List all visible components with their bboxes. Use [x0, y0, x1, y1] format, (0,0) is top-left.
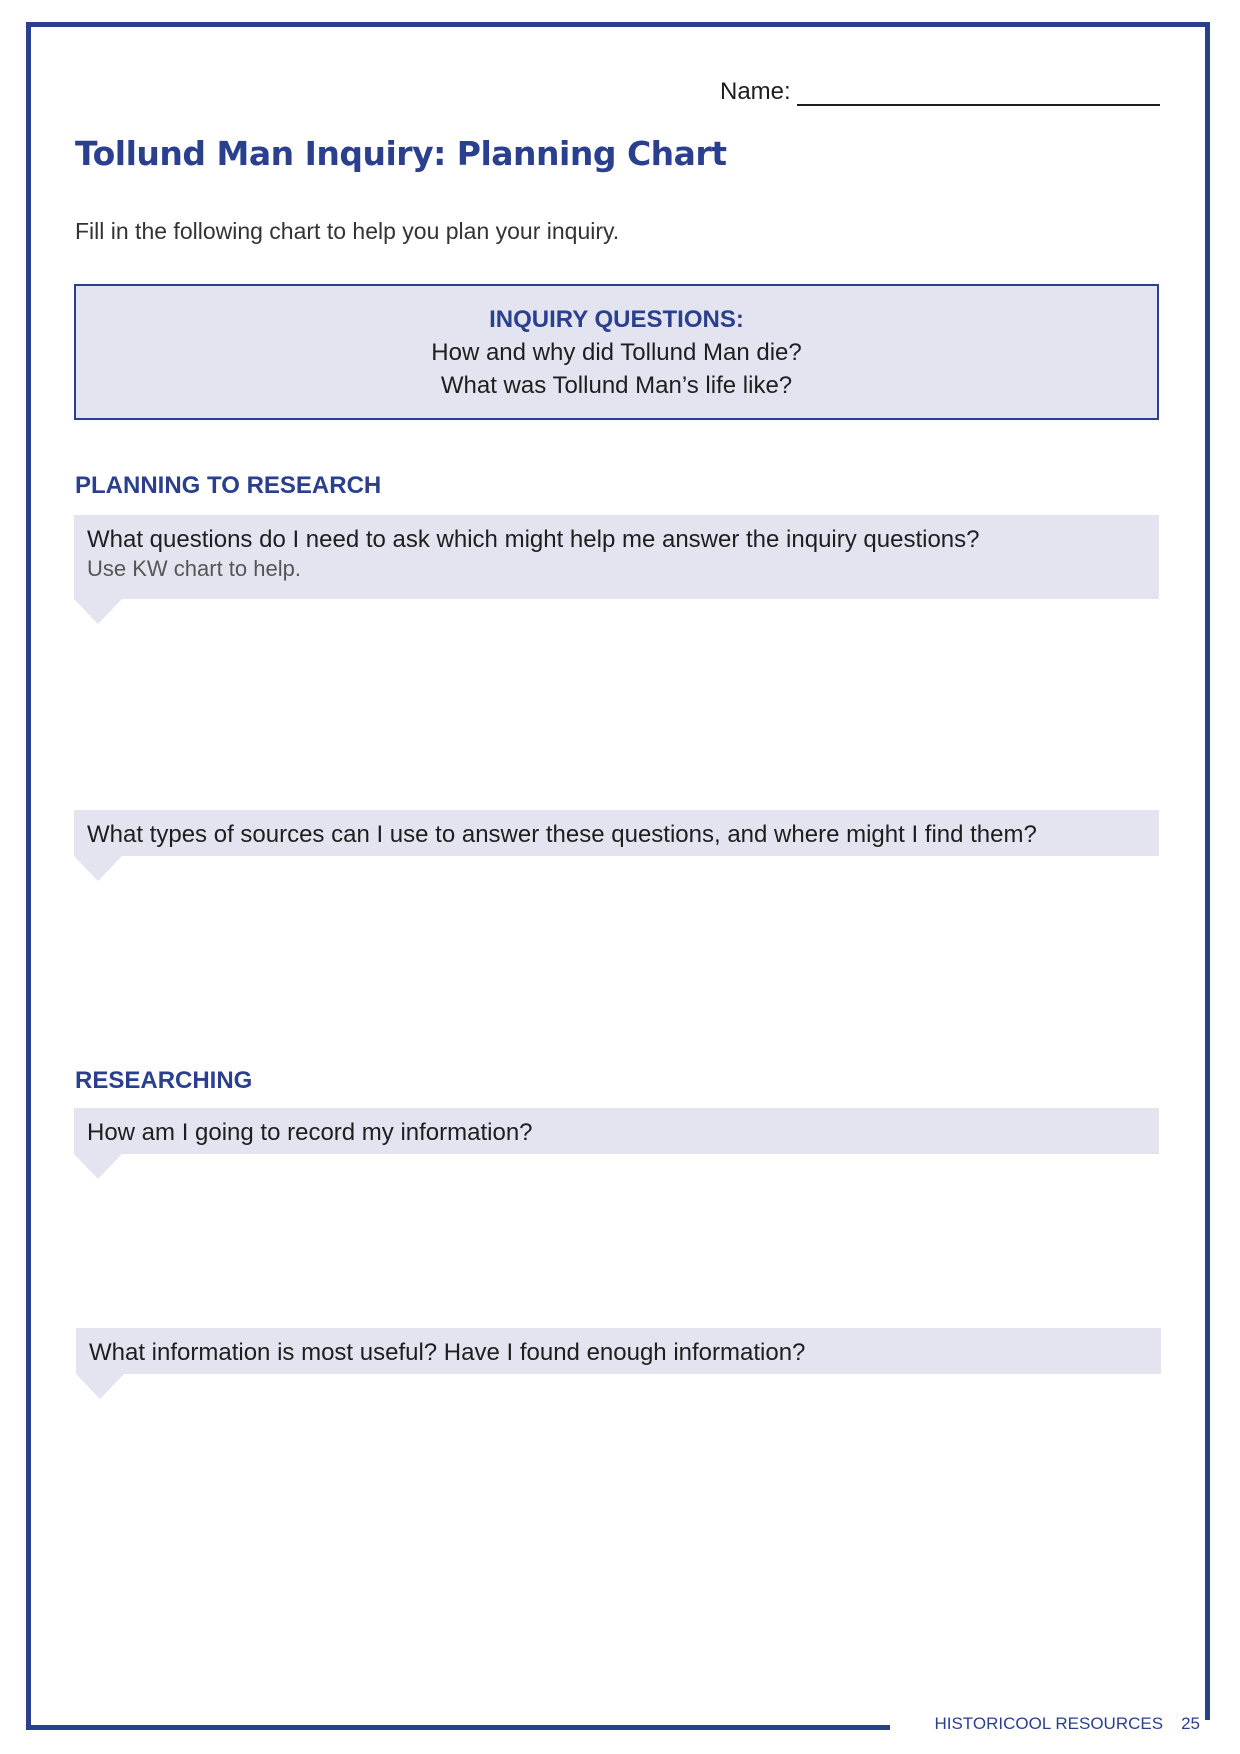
inquiry-questions-box [74, 284, 1159, 420]
prompt-question: What questions do I need to ask which might help me answer the inquiry questions? [87, 526, 980, 553]
answer-area-record-information[interactable] [74, 1185, 1159, 1315]
prompt-question: What types of sources can I use to answer these questions, and where might I find them? [87, 821, 1037, 848]
prompt-record-information [74, 1108, 1159, 1154]
footer-publisher: HISTORICOOL RESOURCES [934, 1714, 1164, 1733]
prompt-research-questions [74, 515, 1159, 599]
answer-area-research-questions[interactable] [74, 630, 1159, 800]
name-write-line[interactable] [797, 80, 1160, 106]
prompt-question: How am I going to record my information? [87, 1119, 533, 1146]
instructions: Fill in the following chart to help you plan your inquiry. [75, 218, 620, 244]
answer-area-source-types[interactable] [74, 885, 1159, 1055]
prompt-source-types [74, 810, 1159, 856]
name-label: Name: [720, 78, 791, 105]
page-footer [900, 1710, 1200, 1738]
inquiry-question: What was Tollund Man’s life like? [440, 372, 793, 399]
inquiry-question: How and why did Tollund Man die? [431, 339, 802, 366]
page-number: 25 [1181, 1714, 1200, 1733]
page-title: Tollund Man Inquiry: Planning Chart [75, 134, 727, 173]
prompt-question: What information is most useful? Have I found enough information? [89, 1339, 806, 1366]
name-field-row [720, 78, 1160, 106]
prompt-hint: Use KW chart to help. [87, 556, 301, 581]
prompt-useful-information [76, 1328, 1161, 1374]
answer-area-useful-information[interactable] [74, 1405, 1159, 1685]
section-heading-researching: RESEARCHING [75, 1067, 253, 1094]
section-heading-planning: PLANNING TO RESEARCH [75, 472, 382, 499]
inquiry-heading: INQUIRY QUESTIONS: [489, 306, 744, 333]
